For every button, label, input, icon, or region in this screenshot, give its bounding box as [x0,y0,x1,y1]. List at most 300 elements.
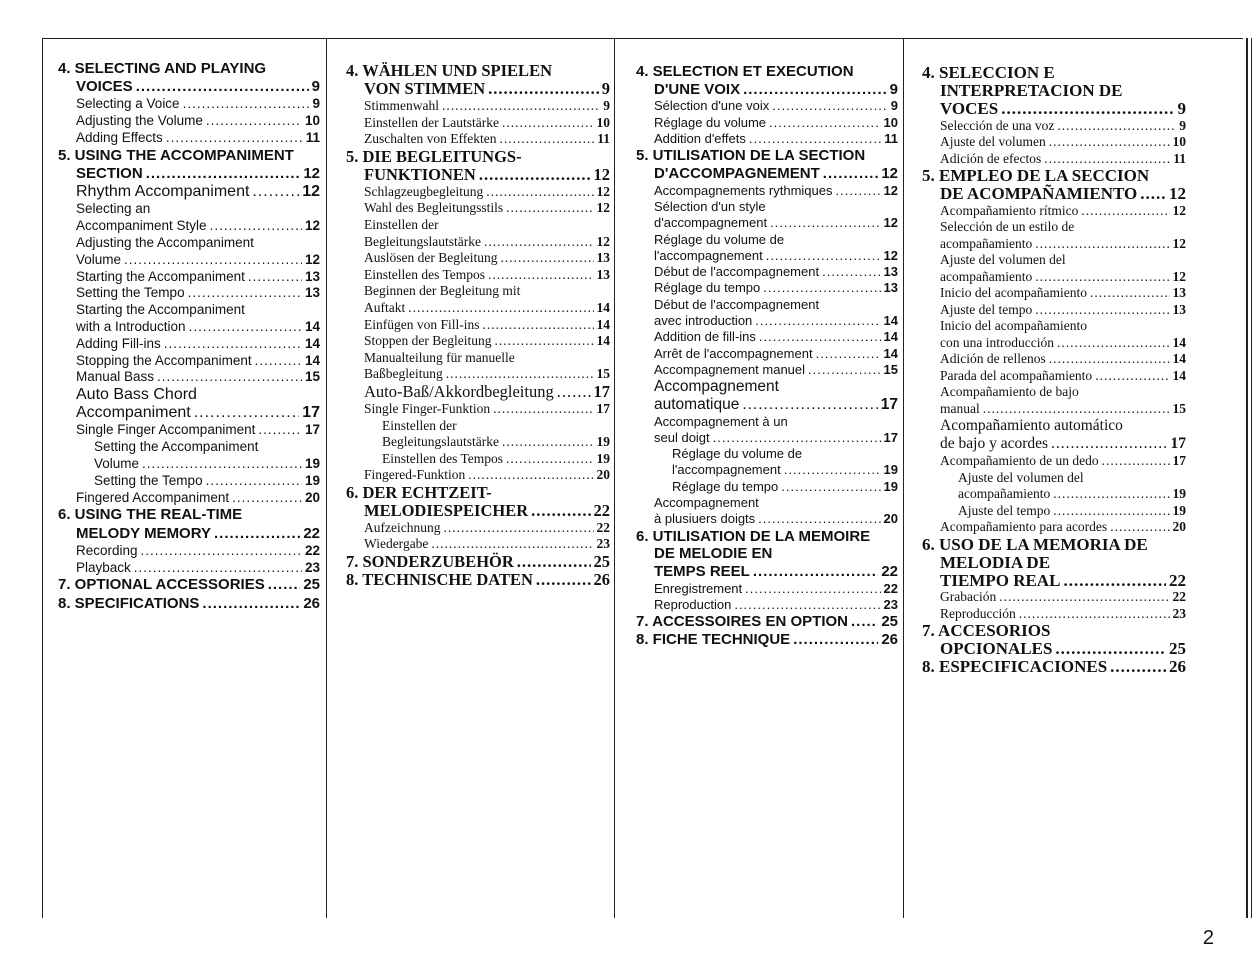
toc-entry [346,98,610,115]
dot-leader [763,280,880,296]
toc-entry-title: con una introducción [940,334,1054,350]
toc-section-heading [58,165,320,183]
toc-page-number: 11 [305,129,320,145]
toc-page-number: 14 [596,333,610,349]
toc-page-number: 14 [883,313,898,329]
toc-page-number: 17 [1172,453,1186,469]
dot-leader [189,319,302,336]
dot-leader [749,131,881,147]
toc-page-number: 19 [596,450,610,466]
toc-entry-title: 4. SELECTION ET EXECUTION [636,63,854,80]
toc-section-heading [346,484,610,502]
toc-entry [58,386,320,404]
toc-entry [636,597,898,613]
toc-page-number: 12 [304,251,320,267]
toc-page-number: 23 [1172,605,1186,621]
toc-entry-title: 4. SELECCION E [922,63,1055,82]
toc-page-number: 17 [304,422,320,438]
toc-entry-title: Réglage du tempo [672,478,779,494]
toc-entry-title: Acompañamiento de bajo [940,384,1079,400]
toc-entry-title: 5. UTILISATION DE LA SECTION [636,147,866,165]
toc-entry-title: Adición de efectos [940,150,1042,166]
toc-entry [922,134,1186,151]
toc-entry-title: Acompañamiento de un dedo [940,453,1099,469]
dot-leader [268,576,301,594]
toc-entry [636,199,898,215]
toc-entry-title: Inicio del acompañamiento [940,285,1087,301]
dot-leader [822,264,880,280]
toc-entry-title: MELODIA DE [940,552,1051,572]
toc-entry [636,98,898,114]
dot-leader [1110,658,1166,676]
toc-page-number: 12 [881,164,898,182]
dot-leader [506,451,593,468]
toc-entry-title: Einstellen der [364,216,439,232]
toc-section-heading [922,622,1186,640]
toc-entry-title: Arrêt de l'accompagnement [654,345,813,361]
toc-entry [922,335,1186,352]
dot-leader [766,248,881,264]
toc-section-heading [922,64,1186,82]
toc-page-number: 10 [1172,134,1186,150]
toc-section-heading [636,631,898,649]
dot-leader [808,362,881,378]
toc-page-number: 11 [597,131,610,147]
toc-entry-title: DE MELODIE EN [654,545,773,563]
dot-leader [758,511,880,527]
toc-page-number: 9 [603,98,610,113]
dot-leader [1090,285,1170,302]
toc-entry-title: 6. USING THE REAL-TIME [58,506,243,524]
toc-entry [636,446,898,462]
dot-leader [202,595,300,613]
toc-entry-title: Setting the Accompaniment [94,439,259,455]
toc-entry-title: Auftakt [364,299,406,315]
toc-entry-title: Sélection d'un style [654,198,766,214]
toc-entry-title: 7. ACCESORIOS [922,621,1051,641]
toc-entry-title: Accompaniment [76,404,191,422]
toc-entry-title: Adjusting the Accompaniment [76,234,254,250]
dot-leader [1019,606,1170,623]
toc-page-number: 12 [1172,235,1186,251]
toc-entry-title: Begleitungslautstärke [382,434,499,450]
toc-entry-title: de bajo y acordes [940,435,1049,453]
toc-entry-title: seul doigt [654,429,710,445]
toc-page-number: 12 [883,247,898,263]
toc-entry-title: avec introduction [654,313,753,329]
toc-entry-title: Ajuste del volumen [940,134,1046,150]
dot-leader [252,183,299,201]
toc-page-number: 26 [881,631,898,648]
toc-page-number: 14 [596,299,610,315]
dot-leader [493,401,593,418]
dot-leader [1035,302,1169,319]
toc-section-heading [922,536,1186,554]
dot-leader [823,165,879,183]
toc-entry-title: Volume [94,456,140,472]
toc-page-number: 9 [890,98,898,114]
toc-page-number: 14 [596,316,610,332]
toc-entry [346,234,610,251]
toc-page-number: 11 [884,130,898,146]
toc-entry-title: VOICES [76,78,133,96]
toc-entry [58,113,320,130]
toc-section-heading [636,528,898,546]
toc-entry-title: SECTION [76,164,143,182]
toc-entry-title: Réglage du volume [654,114,767,130]
toc-page-number: 20 [1172,519,1186,535]
toc-entry-title: 5. EMPLEO DE LA SECCION [922,166,1150,186]
toc-section-heading [922,185,1186,203]
dot-leader [500,250,593,267]
toc-section-heading [922,554,1186,572]
toc-section-heading [636,563,898,581]
toc-page-number: 14 [304,335,320,351]
toc-entry [922,519,1186,536]
toc-entry [346,333,610,350]
toc-entry-title: Single Finger Accompaniment [76,422,256,438]
toc-entry [346,418,610,435]
toc-entry-title: FUNKTIONEN [364,164,476,184]
toc-page-number: 17 [302,404,320,422]
toc-section-heading [58,147,320,165]
toc-entry-title: Aufzeichnung [364,519,441,535]
toc-entry [636,396,898,414]
toc-entry-title: Auto Bass Chord [76,386,197,404]
toc-entry [346,200,610,217]
toc-entry-title: VOCES [940,98,999,118]
toc-page-number: 23 [304,559,320,575]
toc-entry-title: Acompañamiento rítmico [940,202,1079,218]
toc-entry [58,336,320,353]
toc-entry-title: Setting the Tempo [76,285,185,301]
toc-entry [346,536,610,553]
dot-leader [486,184,593,201]
toc-entry-title: 5. USING THE ACCOMPANIMENT [58,146,294,164]
toc-entry-title: Adición de rellenos [940,351,1046,367]
toc-entry [58,456,320,473]
toc-entry-title: with a Introduction [76,318,186,334]
toc-entry-title: Ajuste del volumen del [940,252,1066,268]
toc-page-number: 13 [883,264,898,280]
toc-page-number: 14 [1172,351,1186,367]
toc-entry [636,511,898,527]
toc-entry [636,346,898,362]
toc-page-number: 22 [304,542,320,558]
toc-page-number: 12 [596,200,610,216]
dot-leader [483,317,594,334]
toc-entry-title: Schlagzeugbegleitung [364,183,484,199]
dot-leader [255,353,302,370]
toc-entry [636,581,898,597]
toc-entry [346,317,610,334]
page-number: 2 [1202,927,1214,949]
dot-leader [206,473,302,490]
toc-entry [58,543,320,560]
toc-page-number: 25 [1169,639,1186,659]
toc-entry [922,368,1186,385]
toc-entry-title: 4. WÄHLEN UND SPIELEN [346,61,552,80]
toc-entry [922,503,1186,520]
toc-entry-title: acompañamiento [958,486,1051,502]
toc-page-number: 19 [596,434,610,450]
toc-entry-title: 5. DIE BEGLEITUNGS- [346,146,522,166]
toc-entry-title: Rhythm Accompaniment [76,183,250,201]
dot-leader [770,215,880,231]
dot-leader [745,581,880,597]
toc-entry-title: Zuschalten von Effekten [364,131,497,147]
toc-page-number: 12 [304,218,320,234]
dot-leader [146,165,301,183]
dot-leader [1057,335,1170,352]
toc-section-heading [922,100,1186,118]
toc-section-heading [346,148,610,166]
dot-leader [1063,572,1166,590]
toc-entry-title: Accompagnement [654,378,779,396]
toc-page-number: 22 [596,519,610,535]
dot-leader [1001,100,1174,118]
toc-entry-title: Auslösen der Begleitung [364,250,498,266]
toc-entry-title: Adding Effects [76,129,163,145]
toc-entry [922,435,1186,453]
dot-leader [517,553,591,571]
toc-entry [58,439,320,456]
toc-page-number: 23 [883,597,898,613]
dot-leader [488,80,599,98]
toc-entry [346,383,610,401]
dot-leader [248,269,302,286]
toc-entry [346,283,610,300]
toc-section-heading [636,165,898,183]
toc-entry [922,453,1186,470]
dot-leader [141,543,302,560]
dot-leader [835,183,880,199]
toc-entry-title: 7. ACCESSOIRES EN OPTION [636,613,848,631]
toc-page-number: 19 [883,478,898,494]
toc-entry [922,302,1186,319]
toc-entry-title: Adjusting the Volume [76,113,203,129]
toc-entry-title: Sélection d'une voix [654,98,770,114]
toc-page-number: 13 [1172,301,1186,317]
toc-entry [346,115,610,132]
toc-entry-title: Manual Bass [76,369,155,385]
toc-section-heading [346,502,610,520]
toc-page-number: 17 [593,381,610,401]
toc-entry-title: Reproduction [654,597,732,613]
toc-page-number: 17 [883,429,898,445]
toc-page-number: 12 [883,182,898,198]
toc-entry [58,235,320,252]
toc-entry-title: 6. USO DE LA MEMORIA DE [922,534,1148,554]
toc-section-heading [58,506,320,524]
toc-entry [58,319,320,336]
toc-entry-title: Addition de fill-ins [654,329,756,345]
dot-leader [210,218,302,235]
toc-entry [636,115,898,131]
toc-section-heading [58,525,320,543]
toc-entry [346,451,610,468]
toc-page-number: 19 [1172,486,1186,502]
toc-entry [636,232,898,248]
toc-entry-title: Einstellen der Lautstärke [364,114,499,130]
dot-leader [755,313,880,329]
toc-entry-title: acompañamiento [940,235,1033,251]
toc-entry-title: automatique [654,395,740,413]
toc-entry [58,285,320,302]
toc-entry-title: D'UNE VOIX [654,80,741,98]
dot-leader [742,396,877,414]
toc-entry-title: VON STIMMEN [364,79,486,98]
toc-section-heading [346,80,610,98]
toc-section-heading [346,166,610,184]
toc-page-number: 14 [883,345,898,361]
dot-leader [557,383,591,401]
toc-page-number: 13 [596,250,610,266]
toc-page-number: 12 [1169,184,1186,204]
toc-entry [636,495,898,511]
toc-entry-title: 8. FICHE TECHNIQUE [636,631,791,648]
toc-entry [636,248,898,264]
toc-entry-title: Recording [76,542,138,558]
toc-entry-title: 8. SPECIFICATIONS [58,594,200,612]
toc-entry [58,218,320,235]
toc-entry-title: Réglage du volume de [654,231,785,247]
toc-entry-title: 6. DER ECHTZEIT- [346,482,492,502]
toc-entry-title: TIEMPO REAL [940,570,1061,590]
toc-entry [922,236,1186,253]
dot-leader [999,589,1169,606]
toc-page-number: 15 [596,366,610,382]
toc-entry-title: Adding Fill-ins [76,335,161,351]
toc-entry [346,520,610,537]
toc-entry [58,490,320,507]
toc-page-number: 9 [601,79,610,98]
dot-leader [506,200,593,217]
toc-page-number: 14 [1172,367,1186,383]
toc-entry [636,264,898,280]
dot-leader [784,462,881,478]
dot-leader [1053,503,1169,520]
toc-entry [922,203,1186,220]
toc-entry-title: Selección de un estilo de [940,219,1075,235]
toc-entry-title: Stopping the Accompaniment [76,352,252,368]
dot-leader [1044,151,1170,168]
toc-entry-title: Playback [76,559,131,575]
dot-leader [851,613,878,631]
toc-entry [346,401,610,418]
dot-leader [1110,519,1169,536]
toc-entry-title: Accompaniment Style [76,218,207,234]
dot-leader [484,234,594,251]
dot-leader [479,166,591,184]
toc-entry-title: l'accompagnement [654,247,763,263]
toc-entry [636,378,898,396]
toc-entry-title: Stoppen der Begleitung [364,333,492,349]
toc-page-number: 9 [311,78,320,96]
toc-entry [58,422,320,439]
toc-entry [922,486,1186,503]
dot-leader [408,300,593,317]
toc-page-number: 17 [596,400,610,416]
toc-entry [58,302,320,319]
toc-entry [636,329,898,345]
toc-entry [58,369,320,386]
toc-entry-title: Inicio del acompañamiento [940,318,1087,334]
toc-section-heading [58,595,320,613]
toc-entry-title: Selección de una voz [940,117,1055,133]
toc-entry-title: Setting the Tempo [94,472,203,488]
toc-entry-title: DE ACOMPAÑAMIENTO [940,184,1138,204]
toc-page-number: 12 [303,164,320,182]
toc-section-heading [636,613,898,631]
toc-entry-title: Reproducción [940,605,1016,621]
toc-entry-title: 7. OPTIONAL ACCESSORIES [58,576,265,594]
toc-section-heading [346,553,610,571]
dot-leader [142,456,302,473]
toc-entry-title: Starting the Accompaniment [76,302,245,318]
dot-leader [734,597,880,613]
dot-leader [258,422,302,439]
dot-leader [442,98,600,115]
dot-leader [194,404,299,422]
toc-section-heading [636,147,898,165]
toc-entry [58,269,320,286]
toc-entry [346,434,610,451]
toc-page-number: 15 [1172,400,1186,416]
toc-entry-title: Selecting a Voice [76,96,180,112]
toc-entry-title: 4. SELECTING AND PLAYING [58,60,267,77]
toc-page-number: 14 [883,329,898,345]
toc-page-number: 15 [304,369,320,385]
dot-leader [1053,486,1169,503]
toc-page-number: 12 [596,183,610,199]
dot-leader [743,81,887,99]
dot-leader [134,560,302,577]
toc-section-heading [636,63,898,81]
toc-entry [636,313,898,329]
toc-page-number: 22 [303,524,320,542]
toc-entry [922,351,1186,368]
toc-entry [58,96,320,113]
toc-entry-title: Addition d'effets [654,130,746,146]
toc-page-number: 26 [303,594,320,612]
toc-entry-title: Auto-Baß/Akkordbegleitung [364,381,554,401]
dot-leader [1049,351,1170,368]
toc-entry-title: Accompagnement manuel [654,361,806,377]
toc-entry-title: INTERPRETACION DE [940,80,1123,100]
dot-leader [206,113,302,130]
toc-section-heading [346,62,610,80]
dot-leader [1081,203,1169,220]
dot-leader [124,252,302,269]
dot-leader [188,285,302,302]
toc-entry-title: Baßbegleitung [364,366,443,382]
toc-entry-title: 8. TECHNISCHE DATEN [346,570,533,590]
dot-leader [1055,640,1166,658]
toc-entry-title: Starting the Accompaniment [76,268,245,284]
dot-leader [164,336,302,353]
dot-leader [1057,118,1176,135]
toc-entry-title: Volume [76,251,122,267]
dot-leader [759,329,881,345]
toc-page-number: 10 [883,114,898,130]
toc-page-number: 14 [304,352,320,368]
toc-entry [58,560,320,577]
toc-entry [58,130,320,147]
toc-page-number: 20 [883,511,898,527]
toc-page-number: 20 [596,467,610,483]
toc-entry-title: Einfügen von Fill-ins [364,316,480,332]
